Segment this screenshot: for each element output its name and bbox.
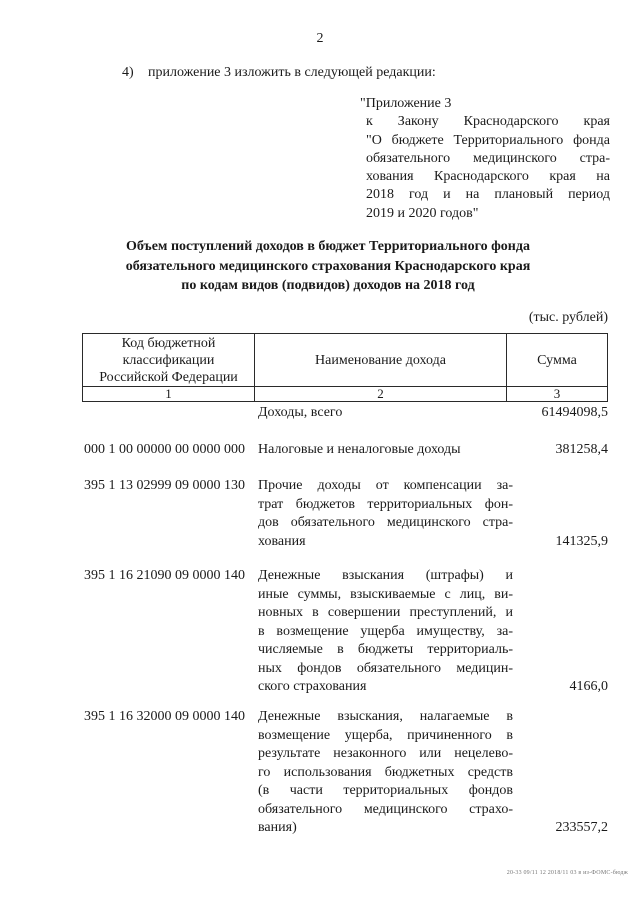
- budget-code: 000 1 00 00000 00 0000 000: [84, 442, 245, 457]
- income-name: [258, 404, 513, 423]
- income-amount: 61494098,5: [541, 405, 608, 420]
- income-name-line: Денежные взыскания (штрафы) и: [258, 568, 513, 583]
- header-amount: Сумма: [506, 333, 608, 387]
- income-name-line: Доходы, всего: [258, 405, 343, 420]
- income-name-line: числяемые в бюджеты территориаль-: [258, 642, 513, 657]
- table-header: [82, 333, 608, 403]
- income-name-line: (в части территориальных фондов: [258, 783, 513, 798]
- header-code-line: Код бюджетной: [121, 335, 216, 351]
- appendix-line: "О бюджете Территориального фонда: [366, 132, 610, 148]
- income-name-line: го использования бюджетных средств: [258, 764, 513, 780]
- income-name-line: новных в совершении преступлений, и: [258, 605, 513, 620]
- income-name-line: возмещение ущерба, причиненного в: [258, 727, 513, 743]
- table-row: [82, 708, 608, 840]
- income-name-line: трат бюджетов территориальных фон-: [258, 496, 513, 512]
- appendix-line: к Закону Краснодарского края: [366, 114, 610, 130]
- budget-code: 395 1 16 21090 09 0000 140: [84, 568, 245, 583]
- income-amount: 233557,2: [555, 820, 608, 835]
- income-name-line: дов обязательного медицинского стра-: [258, 515, 513, 530]
- table-row: [82, 477, 608, 553]
- income-name: [258, 708, 513, 838]
- column-number: 1: [82, 386, 255, 402]
- appendix-line: 2019 и 2020 годов": [366, 205, 479, 221]
- table-row: [82, 567, 608, 699]
- appendix-line: "Приложение 3: [360, 96, 452, 111]
- income-name-line: хования: [258, 533, 306, 549]
- appendix-line: обязательного медицинского стра-: [366, 150, 610, 166]
- income-name-line: Налоговые и неналоговые доходы: [258, 442, 461, 457]
- income-name-line: Прочие доходы от компенсации за-: [258, 478, 513, 493]
- title-line: Объем поступлений доходов в бюджет Территориального фонда: [126, 239, 530, 254]
- income-amount: 4166,0: [569, 679, 608, 694]
- amendment-item-number: 4): [122, 65, 134, 80]
- column-number: 3: [506, 386, 608, 402]
- appendix-reference: [360, 95, 610, 223]
- income-name-line: результате незаконного или нецелево-: [258, 746, 513, 761]
- income-name-line: вания): [258, 820, 297, 835]
- header-code: [82, 333, 255, 387]
- income-name-line: обязательного медицинского страхо-: [258, 801, 513, 817]
- budget-code: 395 1 16 32000 09 0000 140: [84, 709, 245, 724]
- amendment-item-text: приложение 3 изложить в следующей редакции:: [148, 65, 436, 80]
- column-number: 2: [254, 386, 507, 402]
- title-line: обязательного медицинского страхования Краснодарского края: [125, 258, 531, 274]
- table-row: [82, 441, 608, 461]
- income-name: [258, 567, 513, 697]
- units-label: (тыс. рублей): [528, 310, 608, 325]
- document-footer: 20-33 09/11 12 2018/11 03 в из-ФОМС-бюдж: [506, 870, 628, 876]
- header-name: Наименование дохода: [254, 333, 507, 387]
- table-row: [82, 404, 608, 424]
- appendix-line: 2018 год и на плановый период: [366, 187, 610, 203]
- income-amount: 141325,9: [555, 533, 608, 549]
- document-title: [88, 237, 568, 296]
- header-code-line: Российской Федерации: [99, 369, 238, 385]
- income-name-line: в возмещение ущерба имуществу, за-: [258, 623, 513, 639]
- income-amount: 381258,4: [555, 442, 608, 457]
- income-name: [258, 477, 513, 551]
- page-number: 2: [316, 31, 324, 46]
- income-name: [258, 441, 513, 460]
- title-line: по кодам видов (подвидов) доходов на 2018 год: [181, 278, 475, 293]
- amendment-intro: [122, 65, 436, 81]
- appendix-line: хования Краснодарского края на: [366, 169, 610, 185]
- income-name-line: иные суммы, взыскиваемые с лиц, ви-: [258, 586, 513, 602]
- income-name-line: ского страхования: [258, 679, 367, 694]
- income-name-line: ных фондов обязательного медицин-: [258, 660, 513, 676]
- income-name-line: Денежные взыскания, налагаемые в: [258, 709, 513, 724]
- header-code-line: классификации: [122, 352, 215, 368]
- budget-code: 395 1 13 02999 09 0000 130: [84, 478, 245, 493]
